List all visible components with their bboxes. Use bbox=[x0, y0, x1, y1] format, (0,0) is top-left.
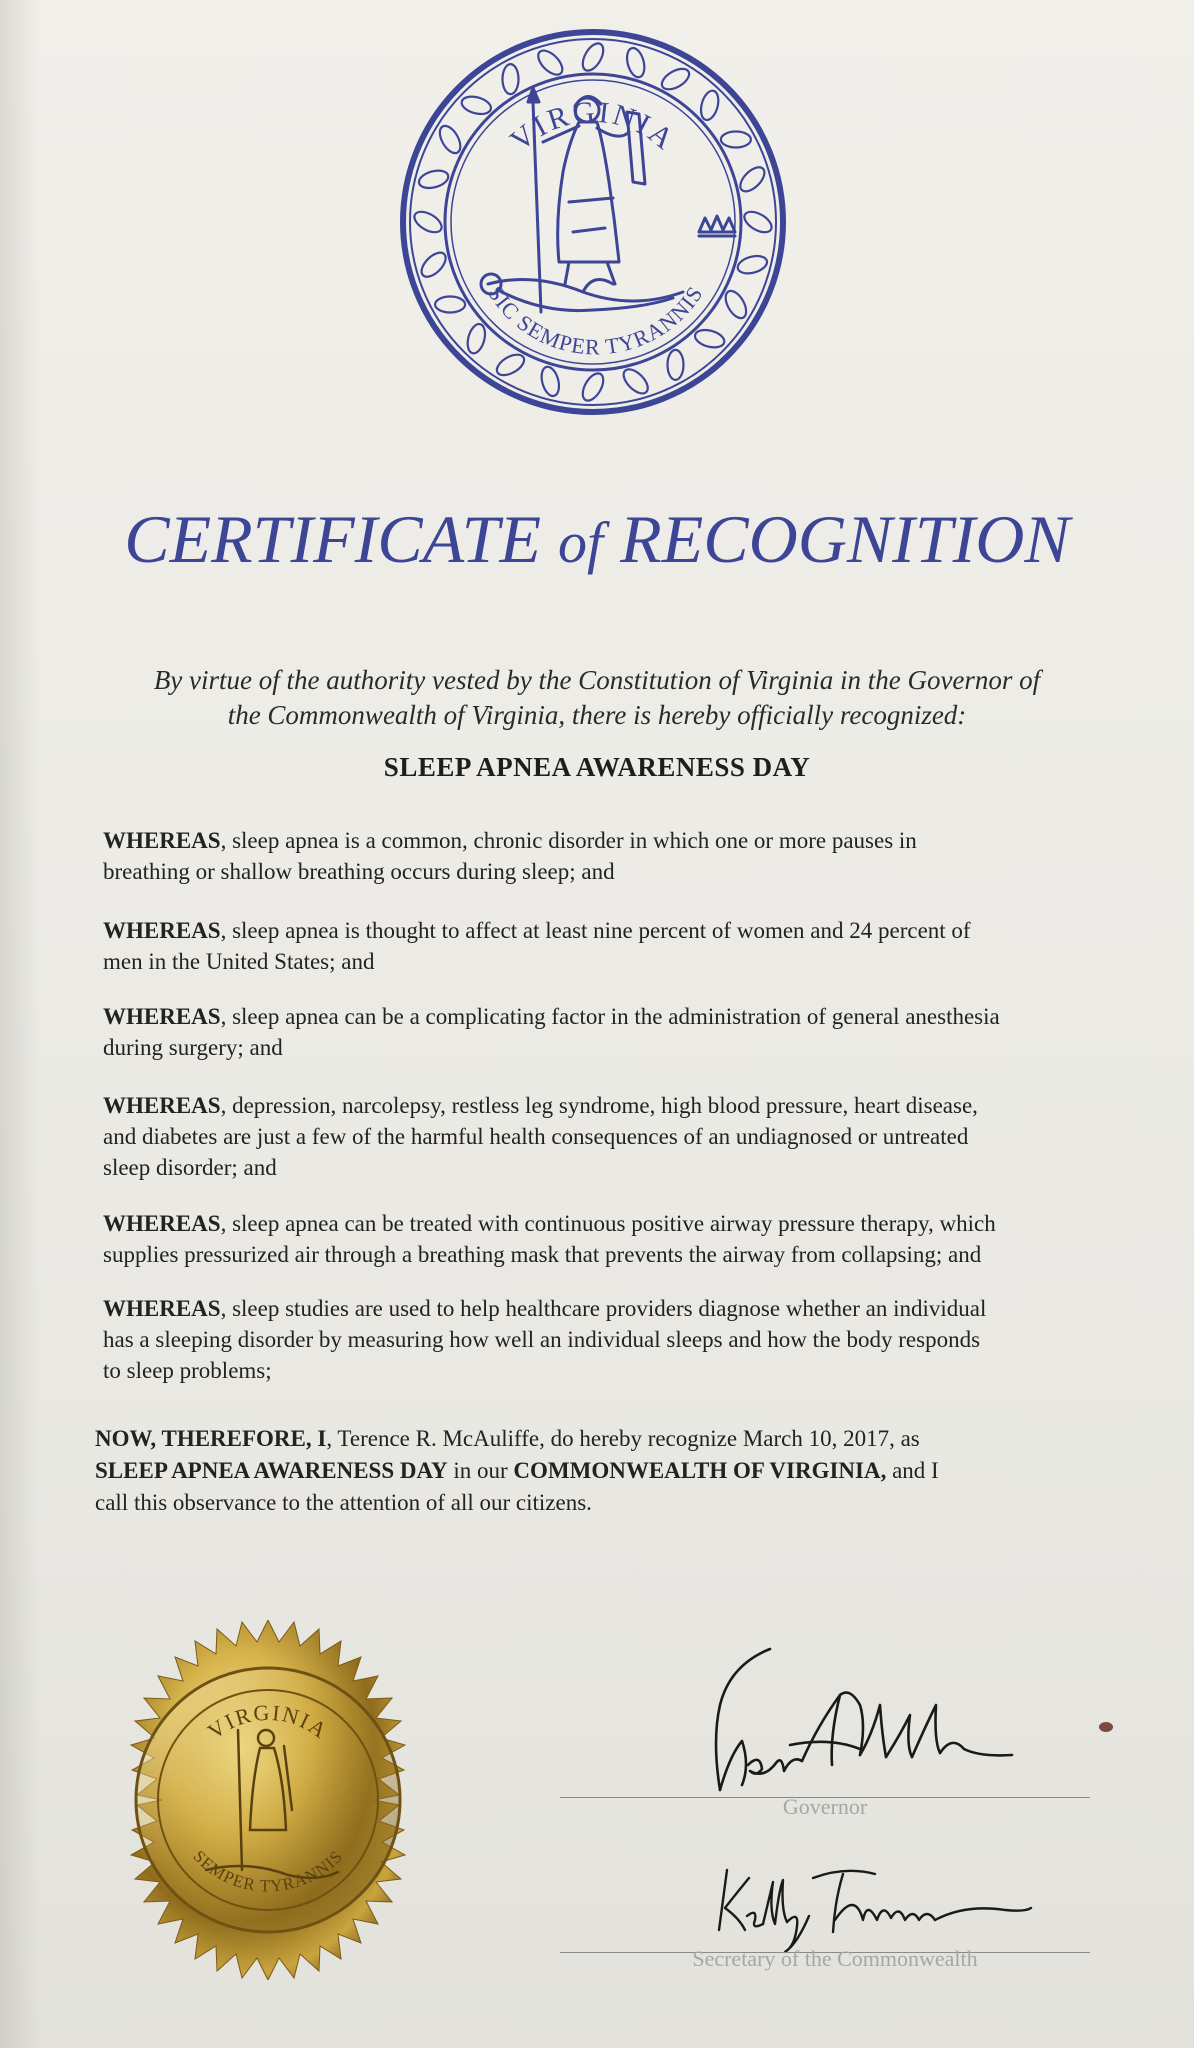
clause-text: to sleep problems; bbox=[103, 1358, 272, 1383]
gold-seal-top-text: VIRGINIA bbox=[202, 1699, 334, 1744]
whereas-clause bbox=[103, 915, 1103, 977]
whereas-lead: WHEREAS bbox=[103, 1211, 221, 1236]
whereas-clause bbox=[103, 825, 1103, 887]
intro-line: By virtue of the authority vested by the Constitution of Virginia in the Governor of bbox=[153, 665, 1041, 695]
now-therefore-paragraph bbox=[95, 1423, 1105, 1519]
whereas-lead: WHEREAS bbox=[103, 1093, 221, 1118]
title-of: of bbox=[558, 510, 604, 575]
governor-caption: Governor bbox=[782, 1794, 868, 1819]
whereas-clause bbox=[103, 1293, 1103, 1386]
clause-text: , sleep apnea can be treated with continuous positive airway pressure therapy, which bbox=[220, 1211, 996, 1236]
commonwealth-bold: COMMONWEALTH OF VIRGINIA, bbox=[513, 1458, 887, 1483]
title-recognition: RECOGNITION bbox=[620, 501, 1070, 577]
whereas-clause bbox=[103, 1090, 1103, 1183]
clause-text: , sleep apnea can be a complicating factor in the administration of general anesthesia bbox=[220, 1004, 1000, 1029]
whereas-clause bbox=[103, 1001, 1103, 1063]
clause-text: , sleep apnea is thought to affect at least nine percent of women and 24 percent of bbox=[220, 918, 971, 943]
now-therefore-lead: NOW, THEREFORE, I bbox=[95, 1426, 327, 1451]
secretary-signature bbox=[705, 1860, 1035, 1960]
paper-shadow bbox=[0, 0, 40, 2048]
day-name-bold: SLEEP APNEA AWARENESS DAY bbox=[95, 1458, 448, 1483]
seal-top-text: VIRGINIA bbox=[504, 95, 682, 158]
proclamation-name: SLEEP APNEA AWARENESS DAY bbox=[383, 752, 811, 782]
gold-seal-icon bbox=[88, 1620, 448, 1980]
clause-text: , sleep studies are used to help healthcare providers diagnose whether an individual bbox=[220, 1296, 987, 1321]
clause-text: during surgery; and bbox=[103, 1035, 283, 1060]
clause-text: sleep disorder; and bbox=[103, 1155, 277, 1180]
clause-text: and I bbox=[886, 1458, 939, 1483]
seal-motto: SIC SEMPER TYRANNIS bbox=[483, 281, 708, 360]
virginia-seal-icon bbox=[383, 22, 803, 422]
certificate-title bbox=[60, 500, 1134, 579]
intro-line: the Commonwealth of Virginia, there is hereby officially recognized: bbox=[227, 700, 967, 730]
whereas-lead: WHEREAS bbox=[103, 1296, 221, 1321]
clause-text: , Terence R. McAuliffe, do hereby recognize March 10, 2017, as bbox=[326, 1426, 920, 1451]
clause-text: breathing or shallow breathing occurs during sleep; and bbox=[103, 859, 615, 884]
svg-text:VIRGINIA bbox=[504, 95, 682, 157]
governor-signature bbox=[690, 1645, 1030, 1805]
whereas-lead: WHEREAS bbox=[103, 828, 221, 853]
clause-text: , depression, narcolepsy, restless leg syndrome, high blood pressure, heart disease, bbox=[220, 1093, 978, 1118]
secretary-caption: Secretary of the Commonwealth bbox=[692, 1946, 978, 1971]
whereas-clause bbox=[103, 1208, 1103, 1270]
whereas-lead: WHEREAS bbox=[103, 1004, 221, 1029]
clause-text: , sleep apnea is a common, chronic disorder in which one or more pauses in bbox=[220, 828, 917, 853]
clause-text: men in the United States; and bbox=[103, 949, 375, 974]
paper-spot bbox=[1099, 1722, 1113, 1732]
clause-text: and diabetes are just a few of the harmful health consequences of an undiagnosed or untreated bbox=[103, 1124, 969, 1149]
clause-text: call this observance to the attention of all our citizens. bbox=[95, 1490, 592, 1515]
title-certificate: CERTIFICATE bbox=[124, 501, 542, 577]
clause-text: has a sleeping disorder by measuring how well an individual sleeps and how the body responds bbox=[103, 1327, 981, 1352]
whereas-lead: WHEREAS bbox=[103, 918, 221, 943]
clause-text: supplies pressurized air through a breathing mask that prevents the airway from collapsing; and bbox=[103, 1242, 982, 1267]
intro-paragraph bbox=[100, 663, 1094, 733]
gold-seal-motto: SEMPER TYRANNIS bbox=[189, 1846, 347, 1896]
clause-text: in our bbox=[447, 1458, 514, 1483]
